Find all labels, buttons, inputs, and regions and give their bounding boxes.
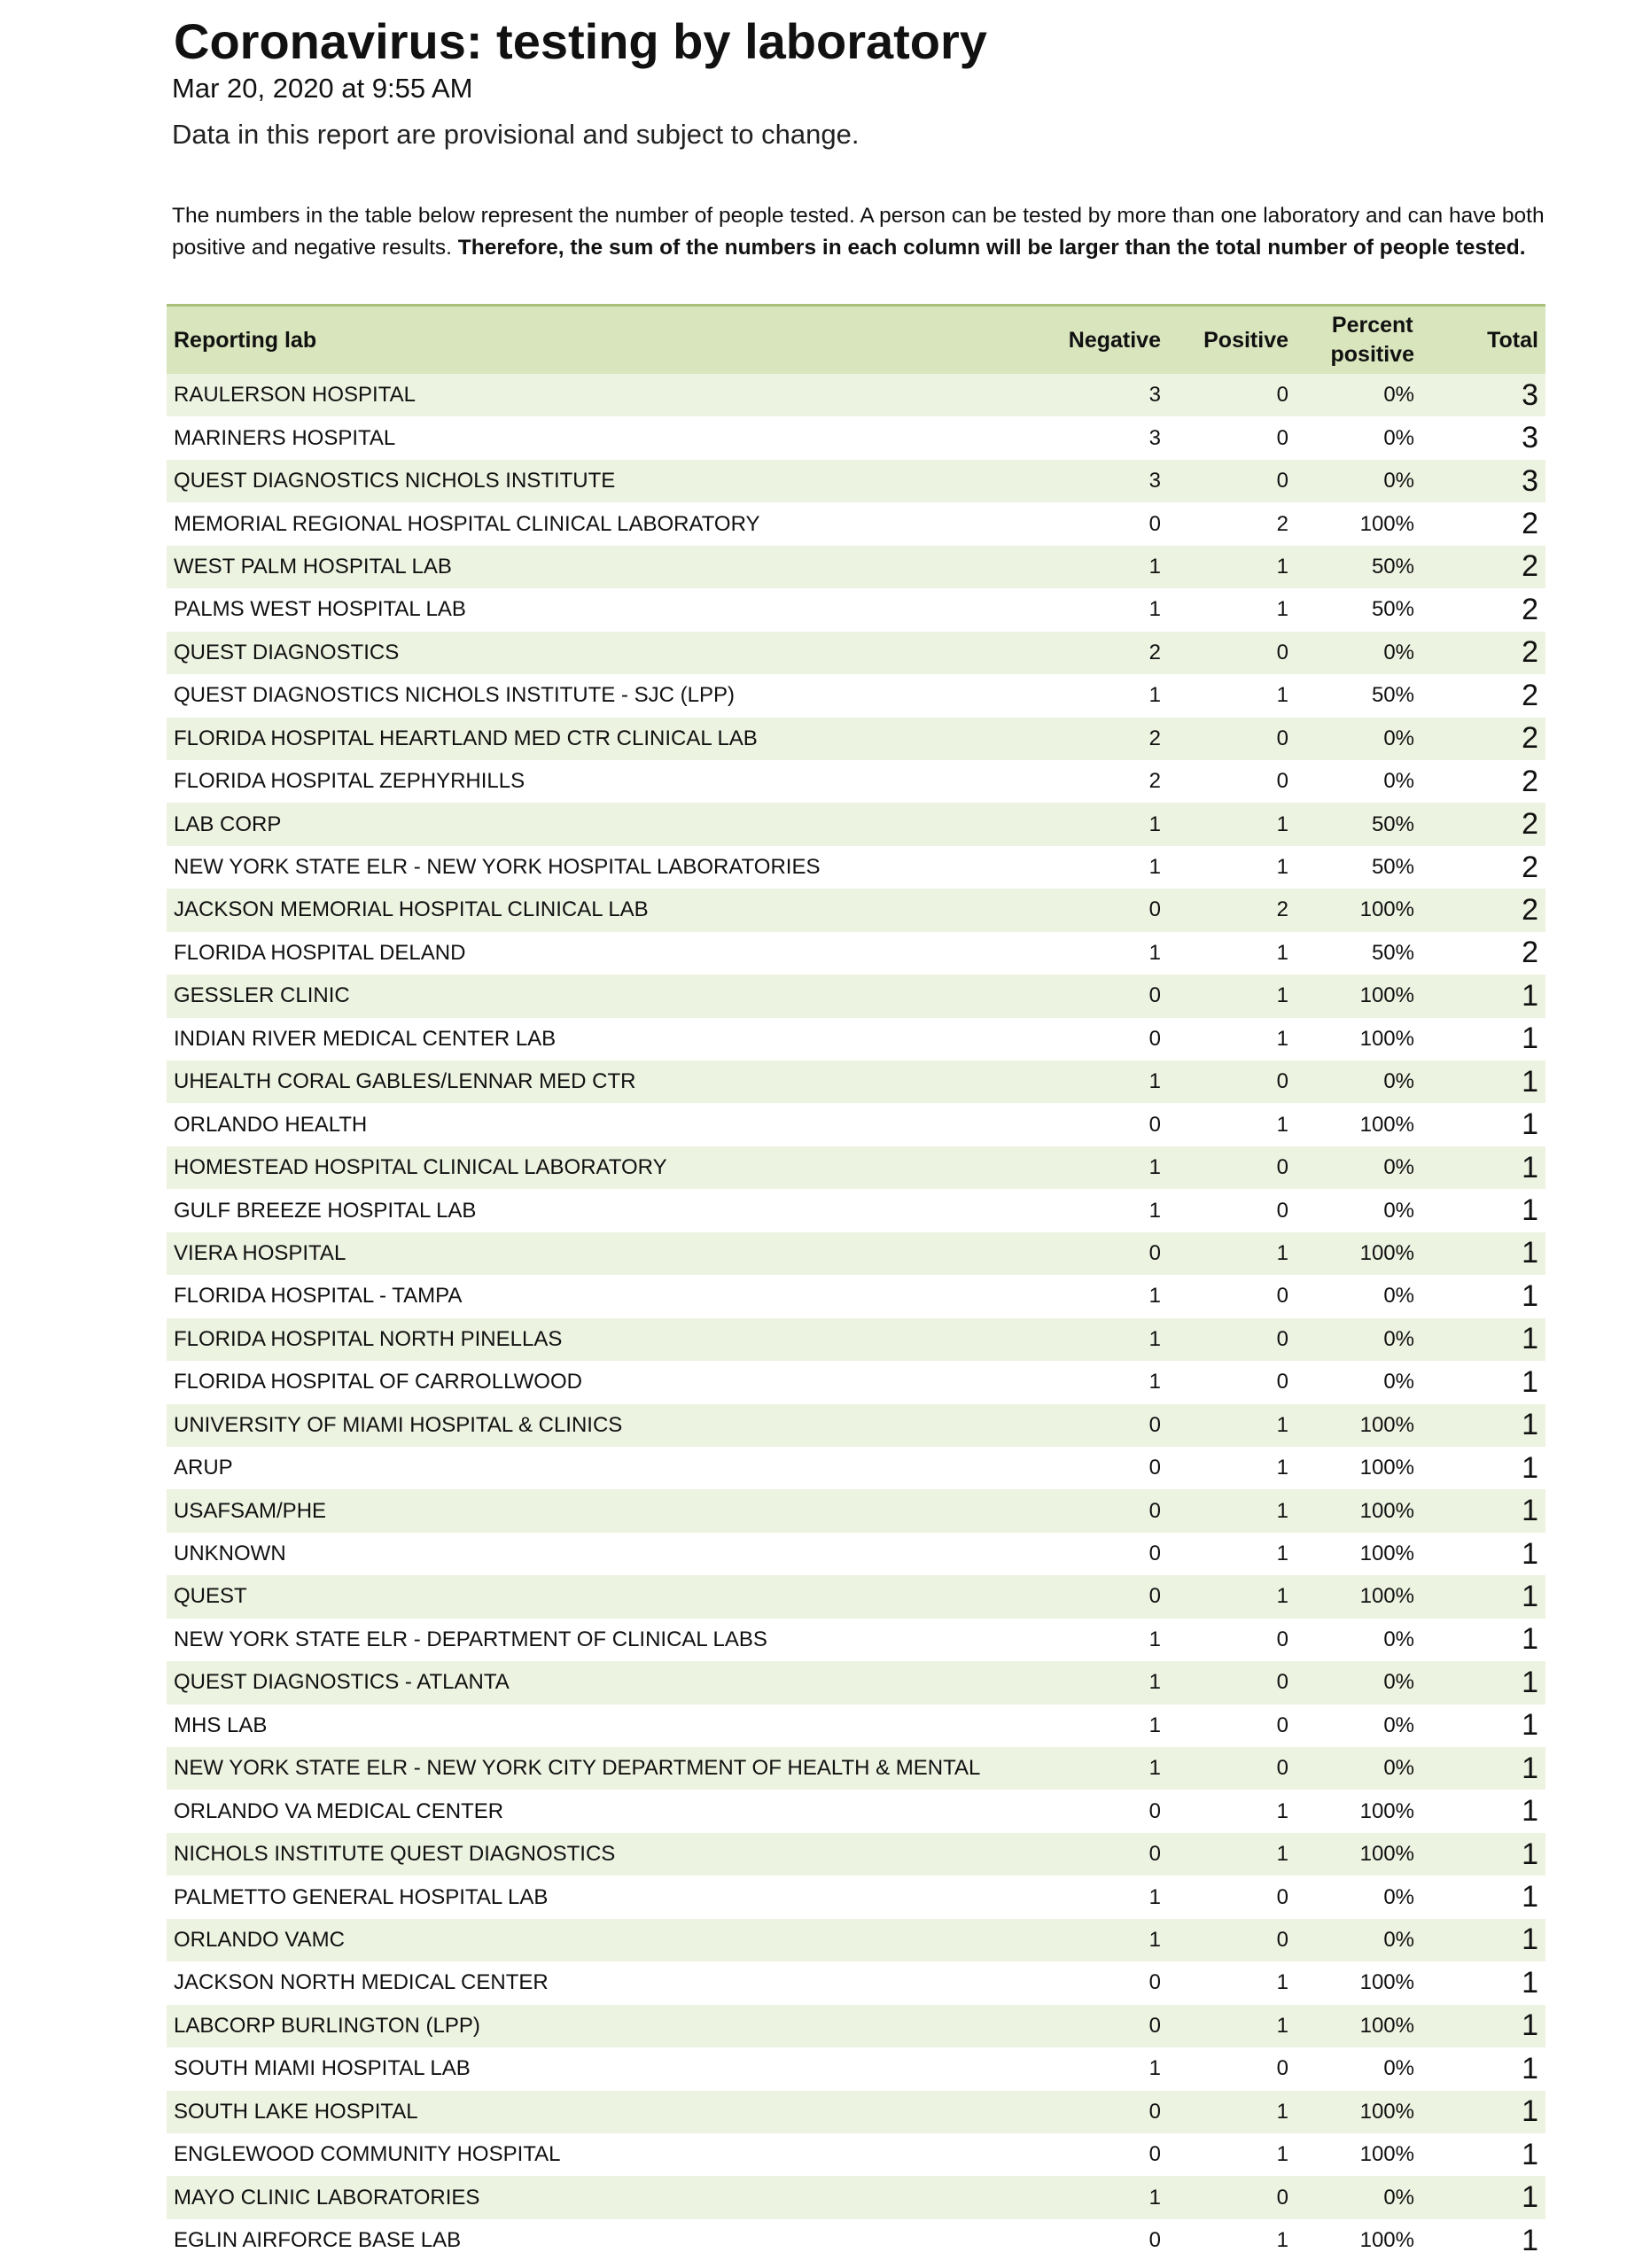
total-cell: 1 — [1522, 1193, 1538, 1228]
lab-name-cell: QUEST DIAGNOSTICS — [174, 640, 400, 664]
table-row — [167, 975, 1545, 1017]
positive-cell: 2 — [1276, 897, 1288, 922]
table-row — [167, 546, 1545, 588]
table-row — [167, 2047, 1545, 2090]
table-row — [167, 416, 1545, 459]
negative-cell: 0 — [1148, 897, 1161, 922]
total-cell: 1 — [1522, 1322, 1538, 1356]
positive-cell: 0 — [1276, 1627, 1288, 1651]
table-row — [167, 2219, 1545, 2262]
positive-cell: 1 — [1276, 855, 1288, 880]
table-row — [167, 1146, 1545, 1189]
lab-name-cell: ARUP — [174, 1456, 233, 1480]
table-row — [167, 1790, 1545, 1832]
total-cell: 3 — [1522, 421, 1538, 455]
table-row — [167, 803, 1545, 845]
negative-cell: 2 — [1148, 640, 1161, 664]
percent-positive-cell: 100% — [1359, 2099, 1414, 2124]
total-cell: 2 — [1522, 807, 1538, 842]
positive-cell: 1 — [1276, 2099, 1288, 2124]
table-row — [167, 674, 1545, 717]
table-row — [167, 1575, 1545, 1618]
lab-name-cell: LAB CORP — [174, 812, 282, 836]
negative-cell: 0 — [1148, 1798, 1161, 1823]
table-row — [167, 460, 1545, 502]
negative-cell: 1 — [1148, 1370, 1161, 1394]
table-row — [167, 1619, 1545, 1661]
lab-name-cell: GULF BREEZE HOSPITAL LAB — [174, 1198, 477, 1223]
positive-cell: 0 — [1276, 1884, 1288, 1909]
provisional-note: Data in this report are provisional and subject to change. — [172, 119, 860, 150]
positive-cell: 1 — [1276, 1112, 1288, 1137]
table-row — [167, 889, 1545, 931]
percent-positive-cell: 0% — [1383, 1155, 1414, 1180]
total-cell: 1 — [1522, 1408, 1538, 1442]
percent-positive-cell: 100% — [1359, 511, 1414, 536]
negative-cell: 1 — [1148, 683, 1161, 708]
percent-positive-cell: 0% — [1383, 383, 1414, 408]
percent-positive-cell: 50% — [1371, 597, 1414, 622]
intro-text: The numbers in the table below represent the number of people tested. A person can be tested by more than one laboratory and can have both positive and negative results. — [172, 204, 1545, 260]
positive-cell: 1 — [1276, 1542, 1288, 1566]
positive-cell: 0 — [1276, 1284, 1288, 1309]
total-cell: 1 — [1522, 978, 1538, 1013]
positive-cell: 1 — [1276, 554, 1288, 579]
table-row — [167, 1533, 1545, 1575]
table-row — [167, 1919, 1545, 1961]
lab-name-cell: SOUTH LAKE HOSPITAL — [174, 2099, 418, 2124]
total-cell: 2 — [1522, 892, 1538, 927]
table-row — [167, 1189, 1545, 1231]
positive-cell: 1 — [1276, 683, 1288, 708]
negative-cell: 1 — [1148, 1884, 1161, 1909]
table-row — [167, 2133, 1545, 2176]
total-cell: 1 — [1522, 1364, 1538, 1399]
positive-cell: 1 — [1276, 597, 1288, 622]
percent-positive-cell: 0% — [1383, 1326, 1414, 1351]
table-body — [167, 374, 1545, 2262]
percent-positive-cell: 100% — [1359, 1026, 1414, 1051]
percent-positive-cell: 0% — [1383, 1198, 1414, 1223]
lab-name-cell: QUEST — [174, 1584, 247, 1609]
percent-positive-cell: 100% — [1359, 1240, 1414, 1265]
percent-positive-cell: 0% — [1383, 1627, 1414, 1651]
total-cell: 1 — [1522, 1278, 1538, 1313]
positive-cell: 1 — [1276, 1026, 1288, 1051]
table-row — [167, 1060, 1545, 1103]
header-negative: Negative — [1068, 327, 1161, 353]
total-cell: 1 — [1522, 1450, 1538, 1485]
lab-name-cell: NEW YORK STATE ELR - DEPARTMENT OF CLINICAL LABS — [174, 1627, 767, 1651]
table-row — [167, 1705, 1545, 1747]
percent-positive-cell: 100% — [1359, 897, 1414, 922]
total-cell: 2 — [1522, 592, 1538, 626]
intro-paragraph — [172, 200, 1608, 264]
negative-cell: 1 — [1148, 597, 1161, 622]
negative-cell: 0 — [1148, 1240, 1161, 1265]
positive-cell: 0 — [1276, 1326, 1288, 1351]
total-cell: 1 — [1522, 1708, 1538, 1743]
percent-positive-cell: 100% — [1359, 1498, 1414, 1523]
positive-cell: 1 — [1276, 1240, 1288, 1265]
positive-cell: 0 — [1276, 1198, 1288, 1223]
header-percent-positive — [1331, 311, 1414, 369]
lab-name-cell: GESSLER CLINIC — [174, 983, 350, 1008]
negative-cell: 1 — [1148, 1155, 1161, 1180]
percent-positive-cell: 0% — [1383, 1370, 1414, 1394]
negative-cell: 1 — [1148, 1069, 1161, 1094]
total-cell: 1 — [1522, 2094, 1538, 2129]
negative-cell: 1 — [1148, 1927, 1161, 1952]
negative-cell: 1 — [1148, 1670, 1161, 1695]
positive-cell: 0 — [1276, 1713, 1288, 1737]
percent-positive-cell: 0% — [1383, 2056, 1414, 2081]
total-cell: 3 — [1522, 463, 1538, 498]
table-row — [167, 1747, 1545, 1790]
lab-name-cell: JACKSON NORTH MEDICAL CENTER — [174, 1970, 549, 1995]
lab-name-cell: ORLANDO VA MEDICAL CENTER — [174, 1798, 504, 1823]
total-cell: 3 — [1522, 377, 1538, 412]
table-row — [167, 1361, 1545, 1403]
negative-cell: 0 — [1148, 1542, 1161, 1566]
percent-positive-cell: 0% — [1383, 469, 1414, 493]
total-cell: 1 — [1522, 2180, 1538, 2215]
negative-cell: 0 — [1148, 2099, 1161, 2124]
table-row — [167, 2176, 1545, 2218]
lab-name-cell: FLORIDA HOSPITAL OF CARROLLWOOD — [174, 1370, 582, 1394]
table-row — [167, 1275, 1545, 1317]
positive-cell: 1 — [1276, 2013, 1288, 2038]
lab-name-cell: PALMETTO GENERAL HOSPITAL LAB — [174, 1884, 549, 1909]
negative-cell: 1 — [1148, 2185, 1161, 2210]
total-cell: 1 — [1522, 2137, 1538, 2171]
positive-cell: 0 — [1276, 1155, 1288, 1180]
total-cell: 2 — [1522, 936, 1538, 970]
positive-cell: 0 — [1276, 1927, 1288, 1952]
percent-positive-cell: 100% — [1359, 1584, 1414, 1609]
percent-positive-cell: 100% — [1359, 1112, 1414, 1137]
total-cell: 1 — [1522, 1922, 1538, 1957]
percent-positive-cell: 100% — [1359, 1798, 1414, 1823]
positive-cell: 1 — [1276, 1970, 1288, 1995]
percent-positive-cell: 100% — [1359, 2142, 1414, 2167]
table-row — [167, 1447, 1545, 1489]
positive-cell: 0 — [1276, 1370, 1288, 1394]
total-cell: 1 — [1522, 1579, 1538, 1613]
lab-name-cell: VIERA HOSPITAL — [174, 1240, 346, 1265]
total-cell: 1 — [1522, 1064, 1538, 1099]
total-cell: 1 — [1522, 1494, 1538, 1528]
total-cell: 1 — [1522, 1622, 1538, 1657]
lab-name-cell: FLORIDA HOSPITAL ZEPHYRHILLS — [174, 769, 525, 794]
percent-positive-cell: 0% — [1383, 1069, 1414, 1094]
negative-cell: 0 — [1148, 1026, 1161, 1051]
negative-cell: 1 — [1148, 2056, 1161, 2081]
lab-name-cell: NEW YORK STATE ELR - NEW YORK HOSPITAL LABORATORIES — [174, 855, 821, 880]
table-header-row — [167, 307, 1545, 374]
header-positive: Positive — [1203, 327, 1288, 353]
negative-cell: 0 — [1148, 1412, 1161, 1437]
intro-bold-text: Therefore, the sum of the numbers in each column will be larger than the total number of people tested. — [457, 236, 1526, 260]
positive-cell: 1 — [1276, 1412, 1288, 1437]
negative-cell: 1 — [1148, 1198, 1161, 1223]
lab-name-cell: MHS LAB — [174, 1713, 268, 1737]
lab-name-cell: QUEST DIAGNOSTICS NICHOLS INSTITUTE — [174, 469, 616, 493]
negative-cell: 0 — [1148, 1456, 1161, 1480]
positive-cell: 0 — [1276, 1756, 1288, 1781]
table-row — [167, 1961, 1545, 2004]
positive-cell: 0 — [1276, 2185, 1288, 2210]
percent-positive-cell: 100% — [1359, 2228, 1414, 2253]
total-cell: 2 — [1522, 507, 1538, 541]
table-row — [167, 1103, 1545, 1146]
total-cell: 1 — [1522, 1665, 1538, 1699]
positive-cell: 1 — [1276, 1584, 1288, 1609]
percent-positive-cell: 0% — [1383, 425, 1414, 450]
total-cell: 1 — [1522, 2223, 1538, 2257]
table-row — [167, 1489, 1545, 1532]
negative-cell: 3 — [1148, 383, 1161, 408]
header-percent-line2: positive — [1330, 342, 1414, 367]
positive-cell: 0 — [1276, 769, 1288, 794]
negative-cell: 0 — [1148, 983, 1161, 1008]
negative-cell: 0 — [1148, 1112, 1161, 1137]
lab-name-cell: FLORIDA HOSPITAL NORTH PINELLAS — [174, 1326, 563, 1351]
total-cell: 1 — [1522, 1794, 1538, 1829]
total-cell: 2 — [1522, 678, 1538, 712]
positive-cell: 1 — [1276, 983, 1288, 1008]
positive-cell: 1 — [1276, 1456, 1288, 1480]
positive-cell: 1 — [1276, 2228, 1288, 2253]
lab-name-cell: MARINERS HOSPITAL — [174, 425, 396, 450]
lab-name-cell: ENGLEWOOD COMMUNITY HOSPITAL — [174, 2142, 561, 2167]
lab-name-cell: HOMESTEAD HOSPITAL CLINICAL LABORATORY — [174, 1155, 667, 1180]
table-row — [167, 588, 1545, 631]
table-row — [167, 1018, 1545, 1060]
negative-cell: 1 — [1148, 940, 1161, 965]
percent-positive-cell: 0% — [1383, 1884, 1414, 1909]
lab-name-cell: UNKNOWN — [174, 1542, 286, 1566]
lab-name-cell: SOUTH MIAMI HOSPITAL LAB — [174, 2056, 471, 2081]
negative-cell: 1 — [1148, 1627, 1161, 1651]
positive-cell: 1 — [1276, 1798, 1288, 1823]
percent-positive-cell: 100% — [1359, 1842, 1414, 1867]
total-cell: 1 — [1522, 1837, 1538, 1871]
negative-cell: 1 — [1148, 554, 1161, 579]
lab-name-cell: ORLANDO HEALTH — [174, 1112, 368, 1137]
table-row — [167, 1318, 1545, 1361]
table-row — [167, 1876, 1545, 1918]
table-row — [167, 502, 1545, 545]
table-row — [167, 1232, 1545, 1275]
negative-cell: 1 — [1148, 1713, 1161, 1737]
lab-name-cell: JACKSON MEMORIAL HOSPITAL CLINICAL LAB — [174, 897, 649, 922]
positive-cell: 0 — [1276, 425, 1288, 450]
negative-cell: 0 — [1148, 511, 1161, 536]
negative-cell: 0 — [1148, 1970, 1161, 1995]
percent-positive-cell: 0% — [1383, 640, 1414, 664]
positive-cell: 0 — [1276, 1069, 1288, 1094]
positive-cell: 1 — [1276, 940, 1288, 965]
total-cell: 1 — [1522, 1021, 1538, 1056]
positive-cell: 0 — [1276, 469, 1288, 493]
lab-name-cell: UHEALTH CORAL GABLES/LENNAR MED CTR — [174, 1069, 636, 1094]
percent-positive-cell: 0% — [1383, 1713, 1414, 1737]
table-row — [167, 1404, 1545, 1447]
table-row — [167, 718, 1545, 760]
percent-positive-cell: 0% — [1383, 1284, 1414, 1309]
negative-cell: 1 — [1148, 812, 1161, 836]
total-cell: 1 — [1522, 1751, 1538, 1785]
negative-cell: 2 — [1148, 769, 1161, 794]
lab-name-cell: NEW YORK STATE ELR - NEW YORK CITY DEPARTMENT OF HEALTH & MENTAL — [174, 1756, 981, 1781]
total-cell: 1 — [1522, 1236, 1538, 1270]
table-row — [167, 632, 1545, 674]
lab-name-cell: EGLIN AIRFORCE BASE LAB — [174, 2228, 462, 2253]
table-row — [167, 760, 1545, 803]
percent-positive-cell: 100% — [1359, 983, 1414, 1008]
table-row — [167, 846, 1545, 889]
percent-positive-cell: 50% — [1371, 855, 1414, 880]
total-cell: 1 — [1522, 1107, 1538, 1142]
negative-cell: 1 — [1148, 1756, 1161, 1781]
percent-positive-cell: 100% — [1359, 1412, 1414, 1437]
positive-cell: 0 — [1276, 2056, 1288, 2081]
header-reporting-lab: Reporting lab — [174, 327, 317, 353]
positive-cell: 0 — [1276, 640, 1288, 664]
lab-name-cell: FLORIDA HOSPITAL - TAMPA — [174, 1284, 463, 1309]
negative-cell: 0 — [1148, 2142, 1161, 2167]
positive-cell: 0 — [1276, 383, 1288, 408]
lab-name-cell: WEST PALM HOSPITAL LAB — [174, 554, 452, 579]
table-row — [167, 1661, 1545, 1704]
total-cell: 2 — [1522, 850, 1538, 884]
negative-cell: 3 — [1148, 469, 1161, 493]
total-cell: 1 — [1522, 1150, 1538, 1184]
percent-positive-cell: 0% — [1383, 2185, 1414, 2210]
total-cell: 2 — [1522, 549, 1538, 584]
positive-cell: 1 — [1276, 1498, 1288, 1523]
percent-positive-cell: 100% — [1359, 1456, 1414, 1480]
lab-name-cell: UNIVERSITY OF MIAMI HOSPITAL & CLINICS — [174, 1412, 623, 1437]
header-total: Total — [1487, 327, 1538, 353]
negative-cell: 0 — [1148, 2228, 1161, 2253]
lab-name-cell: USAFSAM/PHE — [174, 1498, 327, 1523]
total-cell: 2 — [1522, 721, 1538, 756]
lab-name-cell: ORLANDO VAMC — [174, 1927, 345, 1952]
negative-cell: 1 — [1148, 1284, 1161, 1309]
percent-positive-cell: 50% — [1371, 812, 1414, 836]
total-cell: 1 — [1522, 1965, 1538, 2000]
percent-positive-cell: 0% — [1383, 1756, 1414, 1781]
percent-positive-cell: 0% — [1383, 1670, 1414, 1695]
table-row — [167, 374, 1545, 416]
total-cell: 2 — [1522, 635, 1538, 670]
lab-table — [167, 304, 1545, 2262]
positive-cell: 0 — [1276, 726, 1288, 750]
negative-cell: 3 — [1148, 425, 1161, 450]
percent-positive-cell: 0% — [1383, 769, 1414, 794]
lab-name-cell: NICHOLS INSTITUTE QUEST DIAGNOSTICS — [174, 1842, 616, 1867]
percent-positive-cell: 50% — [1371, 940, 1414, 965]
lab-name-cell: QUEST DIAGNOSTICS - ATLANTA — [174, 1670, 510, 1695]
lab-name-cell: MEMORIAL REGIONAL HOSPITAL CLINICAL LABORATORY — [174, 511, 760, 536]
table-row — [167, 2005, 1545, 2047]
total-cell: 1 — [1522, 2051, 1538, 2085]
negative-cell: 1 — [1148, 1326, 1161, 1351]
percent-positive-cell: 0% — [1383, 1927, 1414, 1952]
lab-name-cell: PALMS WEST HOSPITAL LAB — [174, 597, 466, 622]
percent-positive-cell: 100% — [1359, 1970, 1414, 1995]
table-row — [167, 1833, 1545, 1876]
negative-cell: 0 — [1148, 1584, 1161, 1609]
header-percent-line1: Percent — [1331, 313, 1413, 338]
lab-name-cell: FLORIDA HOSPITAL DELAND — [174, 940, 466, 965]
lab-name-cell: FLORIDA HOSPITAL HEARTLAND MED CTR CLINICAL LAB — [174, 726, 758, 750]
negative-cell: 0 — [1148, 1498, 1161, 1523]
percent-positive-cell: 0% — [1383, 726, 1414, 750]
percent-positive-cell: 100% — [1359, 1542, 1414, 1566]
positive-cell: 0 — [1276, 1670, 1288, 1695]
positive-cell: 1 — [1276, 1842, 1288, 1867]
report-title: Coronavirus: testing by laboratory — [174, 13, 987, 69]
total-cell: 1 — [1522, 1536, 1538, 1571]
lab-name-cell: INDIAN RIVER MEDICAL CENTER LAB — [174, 1026, 557, 1051]
lab-name-cell: MAYO CLINIC LABORATORIES — [174, 2185, 480, 2210]
total-cell: 1 — [1522, 1880, 1538, 1915]
total-cell: 1 — [1522, 2008, 1538, 2043]
table-row — [167, 932, 1545, 975]
negative-cell: 1 — [1148, 855, 1161, 880]
total-cell: 2 — [1522, 764, 1538, 798]
table-row — [167, 2091, 1545, 2133]
positive-cell: 2 — [1276, 511, 1288, 536]
percent-positive-cell: 50% — [1371, 554, 1414, 579]
negative-cell: 0 — [1148, 1842, 1161, 1867]
positive-cell: 1 — [1276, 2142, 1288, 2167]
negative-cell: 0 — [1148, 2013, 1161, 2038]
lab-name-cell: RAULERSON HOSPITAL — [174, 383, 416, 408]
positive-cell: 1 — [1276, 812, 1288, 836]
percent-positive-cell: 100% — [1359, 2013, 1414, 2038]
lab-name-cell: QUEST DIAGNOSTICS NICHOLS INSTITUTE - SJC (LPP) — [174, 683, 735, 708]
negative-cell: 2 — [1148, 726, 1161, 750]
lab-name-cell: LABCORP BURLINGTON (LPP) — [174, 2013, 480, 2038]
percent-positive-cell: 50% — [1371, 683, 1414, 708]
report-date: Mar 20, 2020 at 9:55 AM — [172, 73, 473, 104]
